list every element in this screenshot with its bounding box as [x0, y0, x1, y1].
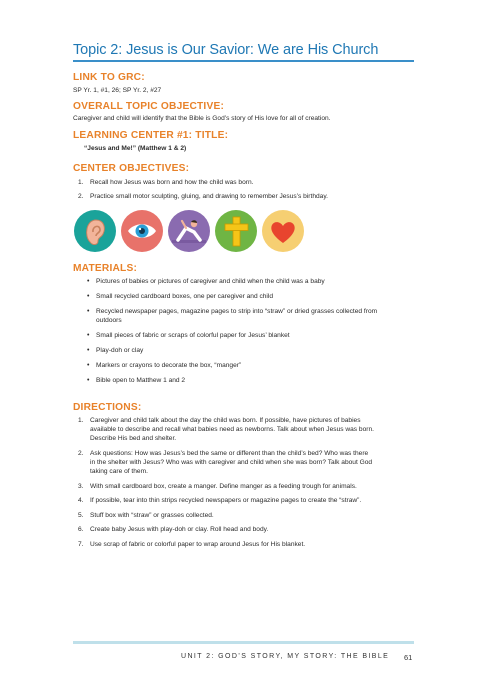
- materials-heading: MATERIALS:: [73, 263, 138, 274]
- learning-center-title: “Jesus and Me!” (Matthew 1 & 2): [84, 145, 187, 152]
- objective-heading: OVERALL TOPIC OBJECTIVE:: [73, 101, 225, 112]
- list-item: 6. Create baby Jesus with play-doh or clay. Roll head and body.: [78, 526, 269, 534]
- list-item: • Small pieces of fabric or scraps of colorful paper for Jesus’ blanket: [84, 331, 414, 340]
- footer-unit: UNIT 2: GOD’S STORY, MY STORY: THE BIBLE: [181, 653, 390, 660]
- list-item: • Small recycled cardboard boxes, one per caregiver and child: [84, 292, 414, 301]
- list-item: 4. If possible, tear into thin strips recycled newspapers or magazine pages to create the “straw”.: [78, 497, 362, 505]
- list-item: 1. Caregiver and child talk about the day the child was born. If possible, have pictures of babies available to describe and recall what babies need as newborns. Talk about when Jesus was born. Describe His bed and shelter.: [78, 417, 374, 443]
- cross-icon: [215, 210, 257, 252]
- list-item: 1. Recall how Jesus was born and how the child was born.: [78, 179, 254, 186]
- heart-icon: [262, 210, 304, 252]
- list-item: • Pictures of babies or pictures of caregiver and child when the child was a baby: [84, 277, 414, 286]
- list-item: • Recycled newspaper pages, magazine pages to strip into “straw” or dried grasses collected from outdoors: [84, 307, 414, 325]
- directions-heading: DIRECTIONS:: [73, 402, 142, 413]
- objective-text: Caregiver and child will identify that the Bible is God’s story of His love for all of creation.: [73, 115, 331, 122]
- center-objectives-heading: CENTER OBJECTIVES:: [73, 163, 190, 174]
- list-item: 2. Ask questions: How was Jesus’s bed the same or different than the child’s bed? Who was there in the shelter with Jesus? Who was with caregiver and child when she was born? Talk about God taking care of them.: [78, 449, 373, 476]
- list-item: • Bible open to Matthew 1 and 2: [84, 376, 414, 385]
- directions-list: [78, 416, 414, 549]
- list-item: • Play-doh or clay: [84, 346, 414, 355]
- page-number: 61: [404, 653, 413, 662]
- materials-list: [84, 277, 414, 385]
- topic-title: Topic 2: Jesus is Our Savior: We are His Church: [73, 42, 379, 58]
- ear-icon: [74, 210, 116, 252]
- list-item: 7. Use scrap of fabric or colorful paper to wrap around Jesus for His blanket.: [78, 540, 306, 548]
- link-heading: LINK TO GRC:: [73, 72, 145, 83]
- stretching-person-icon: [168, 210, 210, 252]
- center-objectives-list: [78, 178, 408, 201]
- link-text: SP Yr. 1, #1, 26; SP Yr. 2, #27: [73, 87, 162, 94]
- footer-rule: [73, 641, 414, 644]
- learning-center-heading: LEARNING CENTER #1: TITLE:: [73, 130, 229, 141]
- list-item: • Markers or crayons to decorate the box, “manger”: [84, 361, 414, 370]
- list-item: 3. With small cardboard box, create a manger. Define manger as a feeding trough for animals.: [78, 482, 357, 490]
- list-item: 2. Practice small motor sculpting, gluing, and drawing to remember Jesus’s birthday.: [78, 193, 328, 201]
- eye-icon: [121, 210, 163, 252]
- activity-icons: [74, 210, 304, 252]
- title-underline: [73, 60, 414, 62]
- list-item: 5. Stuff box with “straw” or grasses collected.: [78, 511, 214, 519]
